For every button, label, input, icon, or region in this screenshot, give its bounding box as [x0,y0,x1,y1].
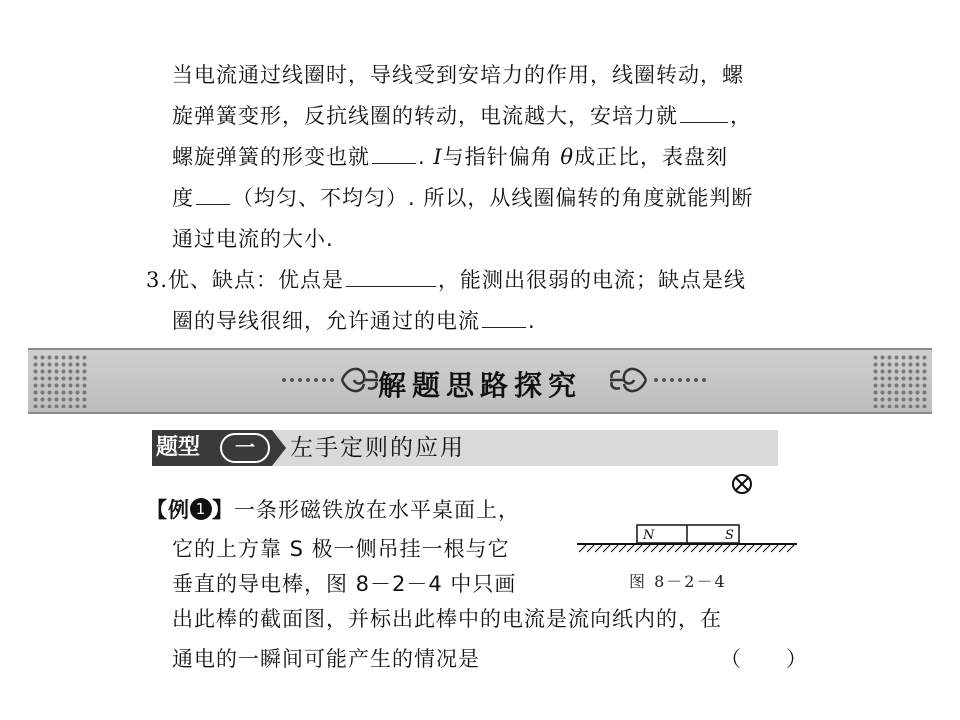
question-type-tag: 题型 [152,430,272,466]
blank-deformation[interactable] [372,143,416,164]
para-line-2: 旋弹簧变形，反抗线圈的转动，电流越大，安培力就 ， [172,104,752,128]
item3-line-1: 3.优、缺点：优点是 ，能测出很弱的电流；缺点是线 [146,268,747,292]
para-line-3: 螺旋弹簧的形变也就 . I与指针偏角 θ成正比，表盘刻 [172,145,729,169]
example-line-1: 【例 1 】一条形磁铁放在水平桌面上， [146,498,520,522]
para-line-1: 当电流通过线圈时，导线受到安培力的作用，线圈转动，螺 [172,63,744,87]
blank-scale[interactable] [196,184,230,205]
magnet-s-label: S [725,528,734,543]
question-type-title: 左手定则的应用 [290,435,465,461]
example-number-badge: 1 [190,498,212,520]
arrow-tip-icon [272,430,286,466]
example-line-4: 出此棒的截面图，并标出此棒中的电流是流向纸内的，在 [172,607,722,631]
para-line-5: 通过电流的大小. [172,227,334,251]
blank-ampere-force[interactable] [680,102,728,123]
blank-current-limit[interactable] [482,307,526,328]
figure-caption: 图 8－2－4 [629,572,727,591]
question-type-number: 一 [220,433,270,463]
current-into-page-icon [733,475,751,493]
magnet-n-label: N [643,528,655,543]
example-line-3: 垂直的导电棒，图 8－2－4 中只画 [172,572,517,596]
para-line-4: 度 （均匀、不均匀）. 所以，从线圈偏转的角度就能判断 [172,186,754,210]
example-line-5: 通电的一瞬间可能产生的情况是 [172,647,480,671]
answer-bracket[interactable]: （ ） [720,647,808,671]
blank-advantage[interactable] [346,266,436,287]
banner-title: 解题思路探究 [377,369,582,402]
ornament-right-icon [600,362,710,398]
bar-magnet [637,525,739,543]
item3-line-2: 圈的导线很细，允许通过的电流 . [172,309,536,333]
section-banner [28,348,932,414]
figure-magnet-diagram [575,470,800,565]
example-line-2: 它的上方靠 S 极一侧吊挂一根与它 [172,537,510,561]
